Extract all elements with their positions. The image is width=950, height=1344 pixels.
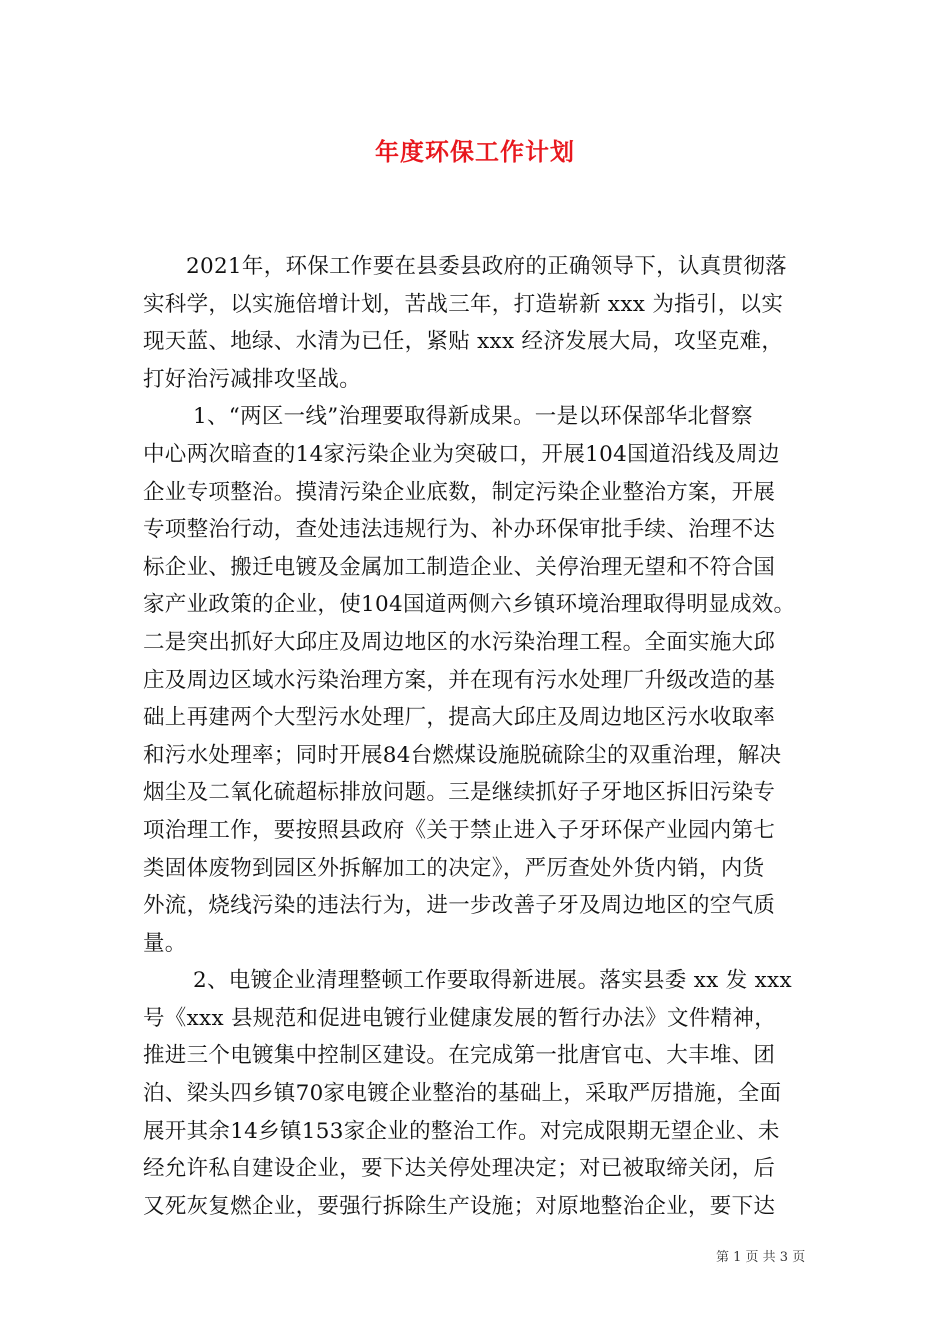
text-line: 外流，烧线污染的违法行为，进一步改善子牙及周边地区的空气质 — [143, 893, 776, 919]
text-line: 中心两次暗查的14家污染企业为突破口，开展104国道沿线及周边 — [143, 441, 780, 467]
text-line: 烟尘及二氧化硫超标排放问题。三是继续抓好子牙地区拆旧污染专 — [143, 780, 776, 806]
text-line: 标企业、搬迁电镀及金属加工制造企业、关停治理无望和不符合国 — [143, 554, 776, 580]
text-line: 经允许私自建设企业，要下达关停处理决定；对已被取缔关闭，后 — [143, 1156, 776, 1182]
text-line: 打好治污减排攻坚战。 — [143, 366, 362, 392]
page-number-footer: 第 1 页 共 3 页 — [716, 1250, 806, 1265]
paragraph-intro — [143, 248, 823, 398]
text-line: 推进三个电镀集中控制区建设。在完成第一批唐官屯、大丰堆、团 — [143, 1043, 776, 1069]
text-line: 1、“两区一线”治理要取得新成果。一是以环保部华北督察 — [193, 404, 753, 430]
paragraph-section-2 — [143, 962, 823, 1225]
text-line: 实科学，以实施倍增计划，苦战三年，打造崭新 xxx 为指引，以实 — [143, 291, 784, 317]
text-line: 家产业政策的企业，使104国道两侧六乡镇环境治理取得明显成效。 — [143, 592, 796, 618]
document-body — [143, 248, 823, 1225]
text-line: 庄及周边区域水污染治理方案，并在现有污水处理厂升级改造的基 — [143, 667, 776, 693]
text-line: 类固体废物到园区外拆解加工的决定》，严厉查处外货内销，内货 — [143, 855, 765, 881]
document-title: 年度环保工作计划 — [375, 138, 575, 166]
text-line: 础上再建两个大型污水处理厂，提高大邱庄及周边地区污水收取率 — [143, 705, 776, 731]
text-line: 量。 — [143, 930, 187, 956]
text-line: 泊、梁头四乡镇70家电镀企业整治的基础上，采取严厉措施，全面 — [143, 1081, 782, 1107]
text-line: 现天蓝、地绿、水清为已任，紧贴 xxx 经济发展大局，攻坚克难， — [143, 329, 784, 355]
text-line: 展开其余14乡镇153家企业的整治工作。对完成限期无望企业、未 — [143, 1118, 780, 1144]
text-line: 又死灰复燃企业，要强行拆除生产设施；对原地整治企业，要下达 — [143, 1193, 776, 1219]
text-line: 和污水处理率；同时开展84台燃煤设施脱硫除尘的双重治理，解决 — [143, 742, 782, 768]
text-line: 项治理工作，要按照县政府《关于禁止进入子牙环保产业园内第七 — [143, 817, 776, 843]
text-line: 2021年，环保工作要在县委县政府的正确领导下，认真贯彻落 — [186, 254, 787, 279]
text-line: 号《xxx 县规范和促进电镀行业健康发展的暂行办法》文件精神， — [143, 1005, 777, 1031]
text-line: 专项整治行动，查处违法违规行为、补办环保审批手续、治理不达 — [143, 517, 776, 543]
text-line: 企业专项整治。摸清污染企业底数，制定污染企业整治方案，开展 — [143, 479, 776, 505]
text-line: 2、电镀企业清理整顿工作要取得新进展。落实县委 xx 发 xxx — [193, 968, 792, 994]
paragraph-section-1 — [143, 398, 823, 962]
text-line: 二是突出抓好大邱庄及周边地区的水污染治理工程。全面实施大邱 — [143, 629, 776, 655]
